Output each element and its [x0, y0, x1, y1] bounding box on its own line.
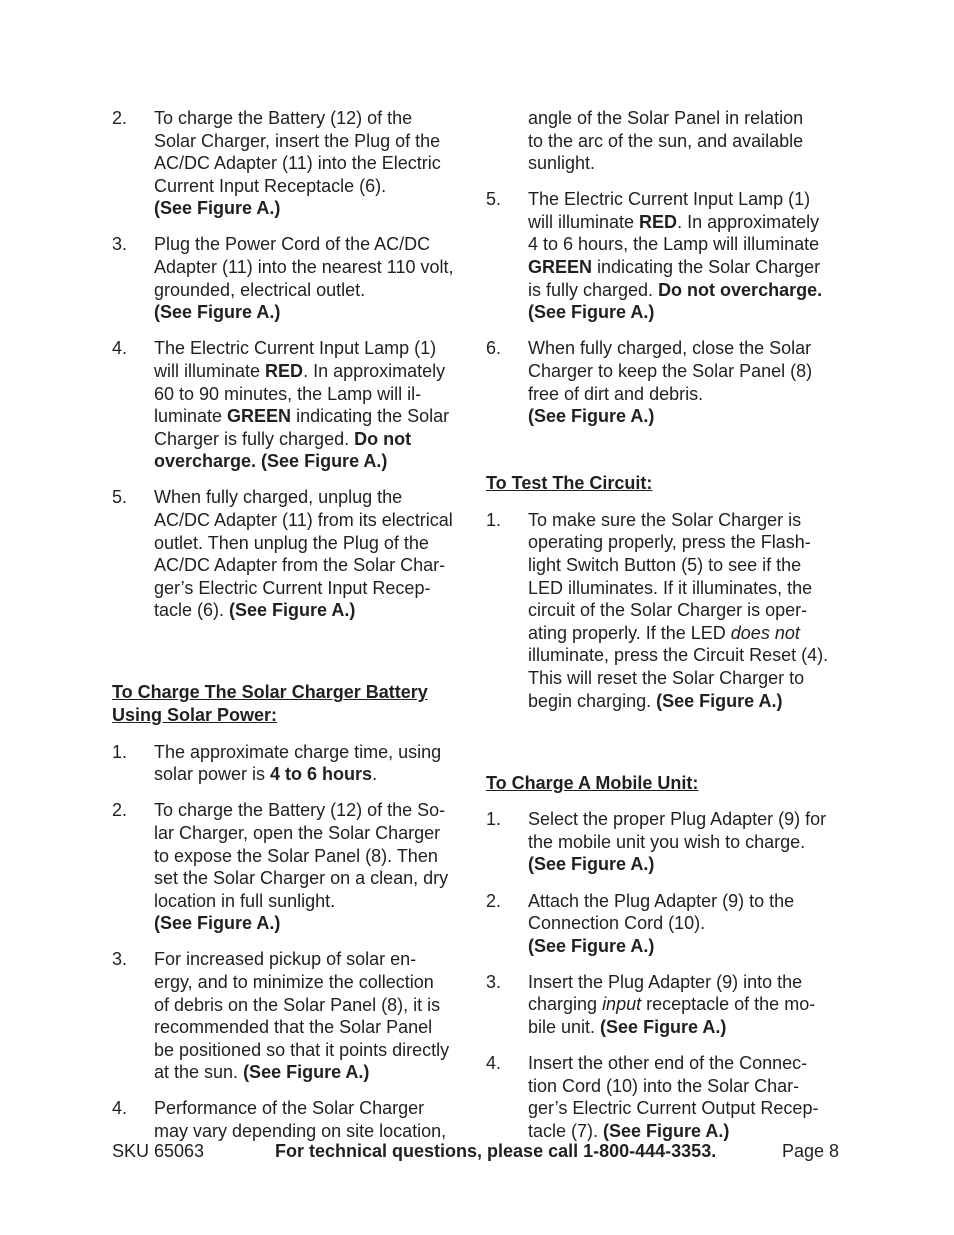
text-line: Solar Charger, insert the Plug of the — [154, 130, 441, 151]
heading-line: Using Solar Power: — [112, 705, 278, 726]
text-line: LED illuminates. If it illuminates, the — [528, 577, 813, 598]
text-line: ating properly. If the LED does not — [528, 622, 800, 643]
list-item — [486, 1052, 846, 1142]
figure-reference: (See Figure A.) — [229, 600, 356, 621]
text-line: charging input receptacle of the mo- — [528, 994, 816, 1015]
text-line: tacle (7). (See Figure A.) — [528, 1120, 730, 1141]
item-number: 5. — [112, 487, 128, 508]
text-line: ger’s Electric Current Output Recep- — [528, 1098, 819, 1119]
list-item — [112, 233, 472, 323]
text-line: Charger to keep the Solar Panel (8) — [528, 360, 813, 381]
list-item — [486, 188, 846, 324]
text-line: outlet. Then unplug the Plug of the — [154, 532, 429, 553]
text-line: will illuminate RED. In approximately — [154, 360, 446, 381]
charge-time: 4 to 6 hours — [270, 764, 373, 785]
text-line: Charger is fully charged. Do not — [154, 428, 412, 449]
figure-reference: (See Figure A.) — [528, 935, 655, 956]
text-line: When fully charged, close the Solar — [528, 338, 812, 359]
item-number: 2. — [112, 800, 128, 821]
text-line: To charge the Battery (12) of the — [154, 108, 413, 128]
text-line: is fully charged. Do not overcharge. — [528, 279, 823, 300]
text-line: This will reset the Solar Charger to — [528, 667, 805, 688]
text-line: Select the proper Plug Adapter (9) for — [528, 809, 827, 830]
item-number: 1. — [112, 741, 128, 762]
text-line: at the sun. (See Figure A.) — [154, 1062, 370, 1083]
text-line: To make sure the Solar Charger is — [528, 509, 802, 530]
text-line: circuit of the Solar Charger is oper- — [528, 600, 808, 621]
text-line: the mobile unit you wish to charge. — [528, 831, 806, 852]
figure-reference: (See Figure A.) — [154, 302, 281, 323]
figure-reference: (See Figure A.) — [600, 1017, 727, 1037]
list-item — [112, 1097, 472, 1142]
text-line: ger’s Electric Current Input Recep- — [154, 577, 431, 598]
text-line: AC/DC Adapter (11) from its electrical — [154, 510, 453, 530]
heading-line: To Charge The Solar Charger Battery — [112, 682, 428, 703]
text-line: For increased pickup of solar en- — [154, 949, 417, 970]
text-line: sunlight. — [528, 153, 596, 174]
text-line: GREEN indicating the Solar Charger — [528, 257, 821, 278]
figure-reference: (See Figure A.) — [603, 1120, 730, 1141]
text-line: Connection Cord (10). — [528, 913, 706, 934]
text-line: recommended that the Solar Panel — [154, 1017, 433, 1038]
figure-reference: (See Figure A.) — [154, 913, 281, 934]
item-number: 4. — [112, 1098, 128, 1119]
text-line: lar Charger, open the Solar Charger — [154, 822, 441, 843]
text-line: Current Input Receptacle (6). — [154, 175, 387, 196]
text-line: Insert the Plug Adapter (9) into the — [528, 971, 803, 992]
figure-reference: (See Figure A.) — [154, 198, 281, 219]
emphasis-text: input — [602, 994, 642, 1015]
text-line: The Electric Current Input Lamp (1) — [528, 189, 811, 210]
text-line: grounded, electrical outlet. — [154, 279, 366, 300]
item-number: 5. — [486, 189, 502, 210]
text-line: free of dirt and debris. — [528, 383, 704, 404]
text-line: AC/DC Adapter (11) into the Electric — [154, 153, 441, 174]
text-line: ergy, and to minimize the collection — [154, 972, 434, 992]
item-number: 2. — [486, 890, 502, 911]
text-line: luminate GREEN indicating the Solar — [154, 406, 450, 427]
item-number: 1. — [486, 509, 502, 530]
green-label: GREEN — [528, 257, 593, 278]
text-line: will illuminate RED. In approximately — [528, 211, 820, 232]
list-item — [112, 337, 472, 473]
emphasis-text: does not — [730, 622, 800, 643]
warning-text: Do not overcharge. — [658, 279, 823, 300]
footer-tech-support: For technical questions, please call 1-800-444-3353. — [275, 1141, 717, 1161]
item-number: 1. — [486, 809, 502, 830]
green-label: GREEN — [227, 406, 292, 427]
text-line: illuminate, press the Circuit Reset (4). — [528, 645, 829, 666]
text-line: Adapter (11) into the nearest 110 volt, — [154, 257, 454, 278]
text-line: To charge the Battery (12) of the So- — [154, 800, 446, 821]
text-line: Attach the Plug Adapter (9) to the — [528, 890, 795, 911]
continued-text — [486, 107, 846, 175]
item-number: 2. — [112, 108, 128, 128]
red-label: RED — [639, 211, 678, 232]
text-line: tacle (6). (See Figure A.) — [154, 600, 356, 621]
red-label: RED — [265, 360, 304, 381]
figure-reference: (See Figure A.) — [528, 302, 655, 323]
left-column — [112, 107, 472, 1156]
text-line: bile unit. (See Figure A.) — [528, 1017, 727, 1037]
text-line: set the Solar Charger on a clean, dry — [154, 868, 449, 889]
figure-reference: (See Figure A.) — [528, 854, 655, 875]
text-line: tion Cord (10) into the Solar Char- — [528, 1075, 800, 1096]
figure-reference: (See Figure A.) — [243, 1062, 370, 1083]
text-line: to the arc of the sun, and available — [528, 130, 804, 151]
text-line: 4 to 6 hours, the Lamp will illuminate — [528, 234, 820, 255]
list-item — [486, 509, 846, 712]
text-line: Plug the Power Cord of the AC/DC — [154, 234, 431, 255]
text-line: light Switch Button (5) to see if the — [528, 555, 802, 575]
text-line: operating properly, press the Flash- — [528, 532, 811, 553]
item-number: 4. — [112, 338, 128, 359]
figure-reference: (See Figure A.) — [656, 690, 783, 711]
text-line: Performance of the Solar Charger — [154, 1098, 425, 1119]
list-item — [112, 948, 472, 1084]
list-item — [112, 107, 472, 220]
text-line: begin charging. (See Figure A.) — [528, 690, 783, 711]
text-line: may vary depending on site location, — [154, 1121, 447, 1142]
right-column — [486, 107, 846, 1156]
list-item — [486, 890, 846, 958]
item-number: 3. — [486, 971, 502, 992]
list-item — [112, 741, 472, 786]
section-heading-mobile-unit: To Charge A Mobile Unit: — [486, 772, 699, 793]
list-item — [486, 971, 846, 1039]
text-line: Insert the other end of the Connec- — [528, 1053, 808, 1074]
text-line: 60 to 90 minutes, the Lamp will il- — [154, 383, 422, 404]
item-number: 3. — [112, 949, 128, 970]
item-number: 6. — [486, 338, 502, 359]
item-number: 3. — [112, 234, 128, 255]
text-line: to expose the Solar Panel (8). Then — [154, 845, 438, 866]
text-line: The approximate charge time, using — [154, 741, 442, 762]
section-heading-test-circuit: To Test The Circuit: — [486, 473, 653, 494]
text-line: AC/DC Adapter from the Solar Char- — [154, 555, 446, 576]
text-line: angle of the Solar Panel in relation — [528, 108, 804, 128]
text-line: solar power is 4 to 6 hours. — [154, 764, 378, 785]
list-item — [112, 799, 472, 935]
footer-sku: SKU 65063 — [112, 1141, 205, 1161]
item-number: 4. — [486, 1053, 502, 1074]
text-line: be positioned so that it points directly — [154, 1039, 450, 1060]
warning-text: overcharge. (See Figure A.) — [154, 451, 388, 472]
text-line: When fully charged, unplug the — [154, 487, 403, 508]
warning-text: Do not — [354, 428, 412, 449]
list-item — [486, 808, 846, 876]
figure-reference: (See Figure A.) — [528, 406, 655, 427]
footer-page-number: Page 8 — [782, 1141, 840, 1161]
text-line: The Electric Current Input Lamp (1) — [154, 338, 437, 359]
text-line: location in full sunlight. — [154, 890, 336, 911]
list-item — [112, 486, 472, 622]
list-item — [486, 337, 846, 427]
text-line: of debris on the Solar Panel (8), it is — [154, 994, 441, 1015]
section-heading — [112, 681, 472, 726]
